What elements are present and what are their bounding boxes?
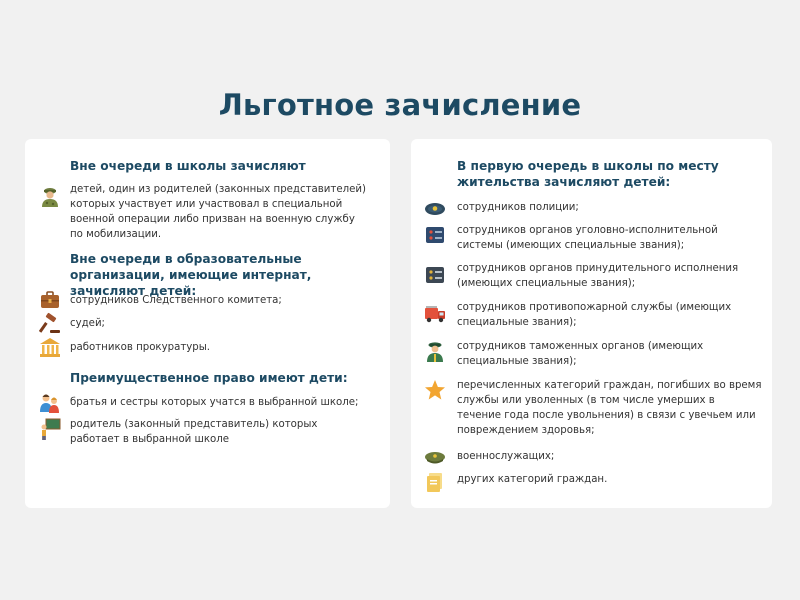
briefcase-icon [39, 289, 61, 311]
section-heading-out-of-turn: Вне очереди в школы зачисляют [70, 159, 306, 173]
list-item: сотрудников органов уголовно-исполнительной системы (имеющих специальные звания); [457, 225, 718, 251]
list-item: родитель (законный представитель) которых работает в выбранной школе [70, 419, 318, 445]
fire-truck-icon [424, 302, 446, 324]
list-item: военнослужащих; [457, 451, 555, 462]
list-item: других категорий граждан. [457, 474, 608, 485]
list-item: перечисленных категорий граждан, погибших во время службы или уволенных (в том числе умерших в течение года после увольнения) в связи с увечьем или повреждением здоровья; [457, 380, 762, 436]
military-cap-icon [424, 447, 446, 469]
documents-icon [424, 471, 446, 493]
left-card [25, 139, 390, 508]
soldier-icon [39, 185, 61, 207]
police-cap-icon [424, 198, 446, 220]
list-item: сотрудников органов принудительного исполнения (имеющих специальные звания); [457, 263, 739, 289]
courthouse-icon [39, 336, 61, 358]
section-heading-first-priority: В первую очередь в школы по месту жительства зачисляют детей: [457, 159, 719, 189]
list-item: детей, один из родителей (законных представителей) которых участвует или участвовал в специальной военной операции либо призван на военную службу по мобилизации. [70, 184, 366, 240]
list-item: сотрудников полиции; [457, 202, 579, 213]
siblings-icon [39, 392, 61, 414]
right-card [411, 139, 772, 508]
list-item: братья и сестры которых учатся в выбранной школе; [70, 397, 359, 408]
epaulette-icon [424, 224, 446, 246]
list-item: сотрудников Следственного комитета; [70, 295, 282, 306]
teacher-icon [39, 418, 61, 440]
list-item: судей; [70, 318, 105, 329]
customs-officer-icon [424, 340, 446, 362]
list-item: сотрудников таможенных органов (имеющих специальные звания); [457, 341, 704, 367]
list-item: сотрудников противопожарной службы (имеющих специальные звания); [457, 302, 732, 328]
epaulette-icon [424, 264, 446, 286]
section-heading-boarding: Вне очереди в образовательные организации, имеющие интернат, зачисляют детей: [70, 252, 312, 298]
list-item: работников прокуратуры. [70, 342, 211, 353]
section-heading-priority: Преимущественное право имеют дети: [70, 371, 348, 385]
page-title: Льготное зачисление [218, 88, 582, 122]
gavel-icon [39, 312, 61, 334]
star-icon [424, 379, 446, 401]
